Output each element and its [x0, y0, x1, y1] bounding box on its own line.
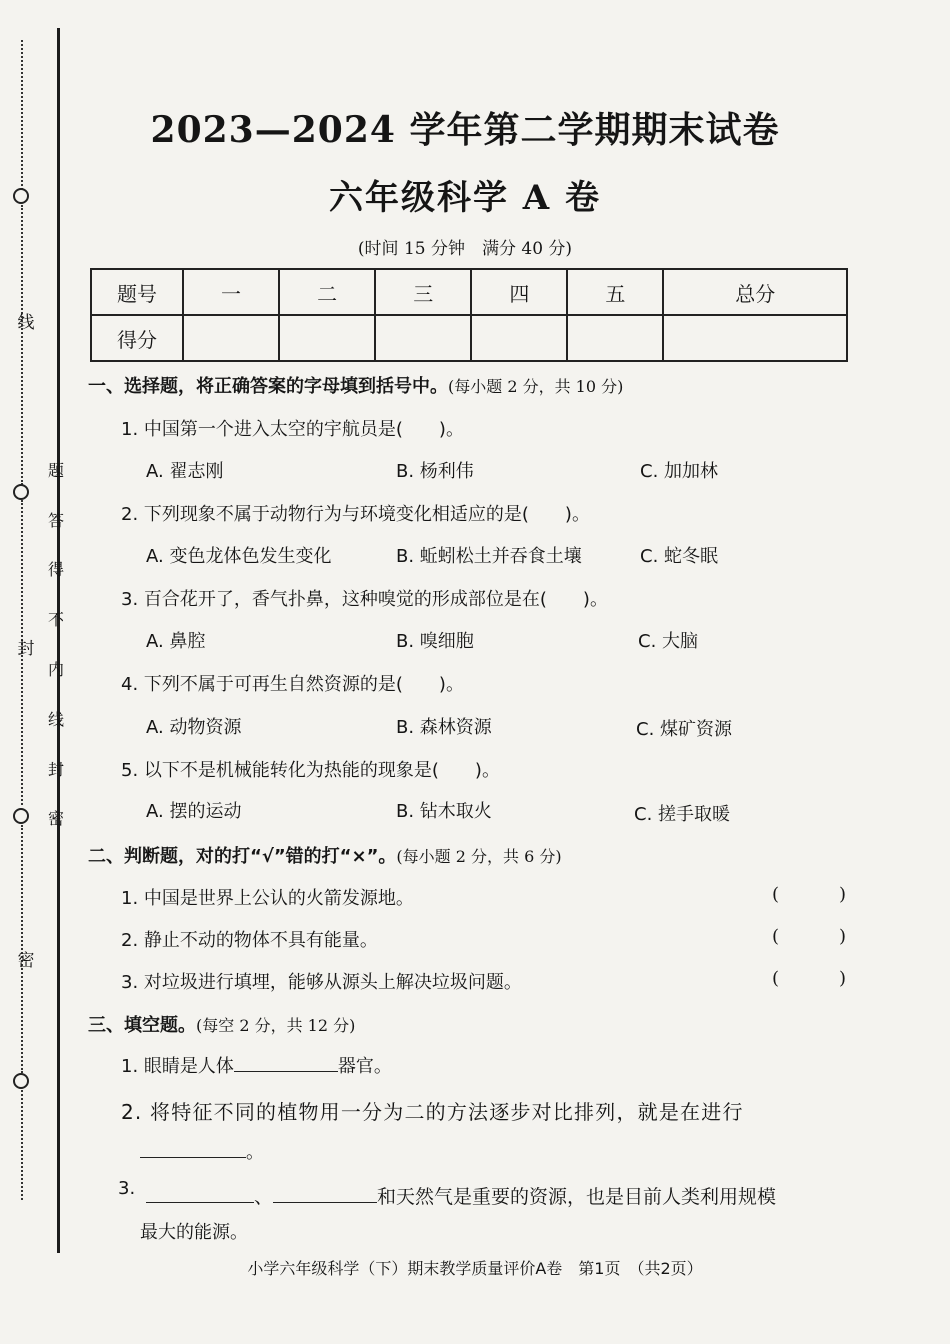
margin-char: 密: [47, 809, 64, 828]
margin-char: 不: [47, 610, 64, 629]
exam-subtitle: 六年级科学 A 卷: [328, 178, 602, 218]
option-b: B. 森林资源: [396, 717, 492, 738]
score-table-score-row: [91, 315, 847, 361]
score-input-cell[interactable]: [663, 315, 847, 361]
option-a: A. 变色龙体色发生变化: [146, 546, 332, 567]
fill-text: 。: [246, 1142, 264, 1163]
score-table-header-row: [91, 269, 847, 315]
option-a: A. 鼻腔: [146, 631, 206, 652]
score-input-cell[interactable]: [375, 315, 471, 361]
paren-open: (: [772, 968, 780, 989]
binding-hole-icon: [13, 1073, 29, 1089]
score-input-cell[interactable]: [183, 315, 279, 361]
question: 2. 下列现象不属于动物行为与环境变化相适应的是( )。: [121, 504, 590, 525]
paren-open: (: [772, 926, 780, 947]
section-note: (每空 2 分，共 12 分): [196, 1016, 356, 1035]
question: 1. 中国第一个进入太空的宇航员是( )。: [121, 419, 464, 440]
page-footer: 小学六年级科学（下）期末教学质量评价A卷 第1页 （共2页）: [247, 1259, 703, 1278]
option-b: B. 杨利伟: [396, 461, 474, 482]
fill-text: 和天然气是重要的资源，也是目前人类利用规模: [377, 1186, 777, 1208]
margin-char: 题: [47, 461, 64, 480]
fill-question-cont: 最大的能源。: [140, 1222, 248, 1243]
fill-question-cont: [140, 1138, 264, 1164]
exam-info: (时间 15 分钟 满分 40 分): [357, 239, 573, 259]
score-table-cell: 得分: [91, 315, 183, 361]
paren-close: ): [838, 968, 846, 989]
section-note: (每小题 2 分，共 6 分): [396, 847, 562, 866]
fill-question: [146, 1182, 776, 1209]
exam-title: 2023—2024 学年第二学期期末试卷: [150, 109, 780, 151]
option-a: A. 摆的运动: [146, 801, 242, 822]
option-c: C. 搓手取暖: [634, 804, 731, 825]
score-table-cell: 三: [375, 269, 471, 315]
fill-blank[interactable]: [140, 1139, 246, 1158]
option-c: C. 大脑: [638, 631, 699, 652]
margin-char: 内: [47, 660, 64, 679]
fill-blank[interactable]: [146, 1184, 254, 1203]
question: 5. 以下不是机械能转化为热能的现象是( )。: [121, 760, 500, 781]
option-b: B. 蚯蚓松土并吞食土壤: [396, 546, 582, 567]
section-heading: [88, 372, 623, 398]
answer-parentheses[interactable]: [772, 968, 846, 989]
paren-open: (: [772, 884, 780, 905]
binding-hole-icon: [13, 808, 29, 824]
score-table-cell: 一: [183, 269, 279, 315]
judgement-item: 1. 中国是世界上公认的火箭发源地。: [121, 888, 414, 909]
score-table-cell: 二: [279, 269, 375, 315]
section-heading: [88, 1011, 355, 1037]
option-c: C. 煤矿资源: [636, 719, 733, 740]
fill-text: 器官。: [337, 1056, 392, 1077]
question: 4. 下列不属于可再生自然资源的是( )。: [121, 674, 464, 695]
fill-question: [121, 1052, 392, 1078]
fill-blank[interactable]: [273, 1184, 377, 1203]
binding-hole-icon: [13, 484, 29, 500]
fill-text: 1. 眼睛是人体: [121, 1056, 234, 1077]
score-input-cell[interactable]: [567, 315, 663, 361]
margin-char: 线: [47, 710, 64, 729]
option-a: A. 动物资源: [146, 717, 242, 738]
paren-close: ): [838, 884, 846, 905]
section-heading-text: 三、填空题。: [88, 1015, 196, 1036]
score-input-cell[interactable]: [471, 315, 567, 361]
fill-question-number: 3.: [118, 1178, 136, 1199]
score-table-cell: 总分: [663, 269, 847, 315]
section-heading: [88, 842, 562, 868]
margin-char: 密: [17, 951, 35, 971]
score-input-cell[interactable]: [279, 315, 375, 361]
answer-parentheses[interactable]: [772, 884, 846, 905]
section-heading-text: 二、判断题，对的打“√”错的打“×”。: [88, 846, 397, 867]
score-table: [90, 268, 848, 362]
margin-char: 封: [47, 760, 64, 779]
score-table-cell: 五: [567, 269, 663, 315]
judgement-item: 3. 对垃圾进行填埋，能够从源头上解决垃圾问题。: [121, 972, 522, 993]
question: 3. 百合花开了，香气扑鼻，这种嗅觉的形成部位是在( )。: [121, 589, 608, 610]
fill-blank[interactable]: [234, 1053, 338, 1072]
option-c: C. 加加林: [640, 461, 719, 482]
margin-char: 线: [17, 313, 35, 333]
answer-parentheses[interactable]: [772, 926, 846, 947]
margin-dotted-line: [21, 1090, 23, 1200]
option-b: B. 嗅细胞: [396, 631, 474, 652]
option-b: B. 钻木取火: [396, 801, 492, 822]
paren-close: ): [838, 926, 846, 947]
margin-char: 得: [47, 560, 64, 579]
section-heading-text: 一、选择题，将正确答案的字母填到括号中。: [88, 376, 448, 397]
margin-char: 答: [47, 511, 64, 530]
option-c: C. 蛇冬眠: [640, 546, 719, 567]
fill-text: 、: [254, 1186, 274, 1208]
score-table-cell: 题号: [91, 269, 183, 315]
fill-question: 2. 将特征不同的植物用一分为二的方法逐步对比排列，就是在进行: [121, 1100, 744, 1124]
judgement-item: 2. 静止不动的物体不具有能量。: [121, 930, 378, 951]
score-table-cell: 四: [471, 269, 567, 315]
option-a: A. 翟志刚: [146, 461, 224, 482]
section-note: (每小题 2 分，共 10 分): [448, 377, 624, 396]
margin-char: 封: [17, 639, 35, 659]
